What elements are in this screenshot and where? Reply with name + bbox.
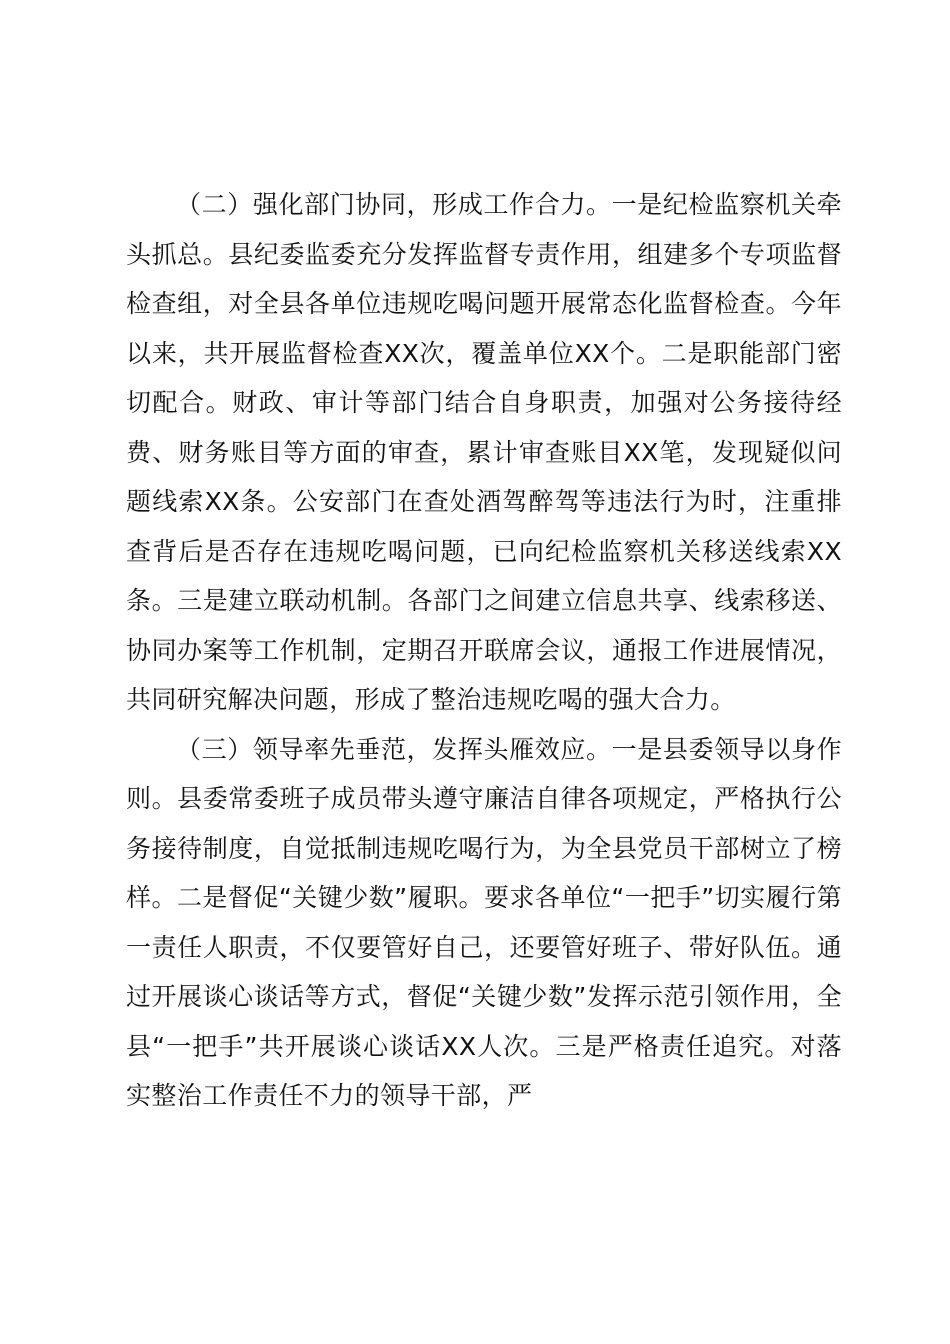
paragraph-section-2: （二）强化部门协同，形成工作合力。一是纪检监察机关牵头抓总。县纪委监委充分发挥监督专责作用，组建多个专项监督检查组，对全县各单位违规吃喝问题开展常态化监督检查。今年以来，共开展监督检查XX次，覆盖单位XX个。二是职能部门密切配合。财政、审计等部门结合自身职责，加强对公务接待经费、财务账目等方面的审查，累计审查账目XX笔，发现疑似问题线索XX条。公安部门在查处酒驾醉驾等违法行为时，注重排查背后是否存在违规吃喝问题，已向纪检监察机关移送线索XX条。三是建立联动机制。各部门之间建立信息共享、线索移送、协同办案等工作机制，定期召开联席会议，通报工作进展情况，共同研究解决问题，形成了整治违规吃喝的强大合力。: [126, 190, 842, 714]
document-body: [126, 180, 842, 1121]
paragraph-section-3: （三）领导率先垂范，发挥头雁效应。一是县委领导以身作则。县委常委班子成员带头遵守廉洁自律各项规定，严格执行公务接待制度，自觉抵制违规吃喝行为，为全县党员干部树立了榜样。二是督促“关键少数”履职。要求各单位“一把手”切实履行第一责任人职责，不仅要管好自己，还要管好班子、带好队伍。通过开展谈心谈话等方式，督促“关键少数”发挥示范引领作用，全县“一把手”共开展谈心谈话XX人次。三是严格责任追究。对落实整治工作责任不力的领导干部，严: [126, 734, 842, 1110]
